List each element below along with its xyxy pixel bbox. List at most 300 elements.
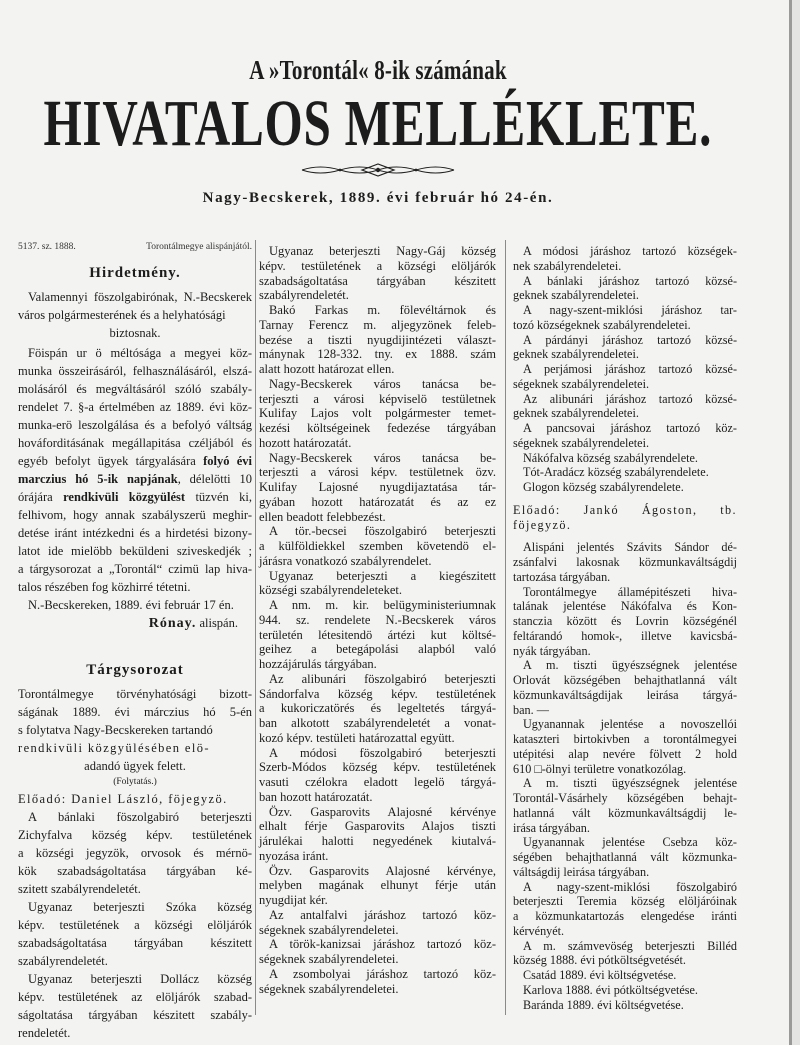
text-segment: ségében behajthatlanná vált közmunka- bbox=[513, 850, 737, 864]
text-segment: munka-erö leszolgálása és a befolyó váltság bbox=[18, 418, 252, 432]
text-block bbox=[513, 585, 737, 659]
text-block bbox=[513, 303, 737, 333]
text-segment: Ugyanaz beterjeszti Dollácz község bbox=[28, 972, 252, 986]
text-segment: melyben magának elhunyt férje után bbox=[259, 878, 496, 893]
text-segment: irása tárgyában. bbox=[513, 820, 590, 835]
text-line bbox=[513, 983, 737, 998]
text-line bbox=[18, 757, 252, 775]
text-line bbox=[513, 570, 737, 585]
text-segment: ségeknek szabályrendeletei. bbox=[259, 922, 399, 937]
text-segment: ban hozott határozatát. bbox=[259, 789, 373, 804]
text-segment: munka összeirásáról, felhasználásáról, elszá- bbox=[18, 364, 252, 378]
text-segment: 944. sz. rendelete N.-Becskerek város bbox=[259, 612, 496, 627]
text-segment: rendelet 7. §-a értelmében az 1889. évi köz- bbox=[18, 400, 252, 414]
text-block bbox=[18, 790, 252, 808]
text-line bbox=[259, 716, 496, 731]
text-segment: geknek szabályrendeletei. bbox=[513, 406, 639, 421]
text-line bbox=[513, 480, 737, 495]
text-segment: latot ide mielöbb beküldeni sziveskedjék ; bbox=[18, 544, 252, 558]
text-segment: A nagy-szent-miklósi föszolgabiró bbox=[523, 879, 737, 894]
text-line bbox=[513, 406, 737, 421]
text-segment: hatlanná vált közmunkaváltságdij le- bbox=[513, 805, 737, 820]
text-line bbox=[259, 303, 496, 318]
text-segment: rendkivüli közgyülést bbox=[63, 490, 186, 504]
text-line bbox=[18, 880, 252, 898]
text-segment: Tót-Aradácz község szabályrendelete. bbox=[523, 465, 709, 480]
text-block bbox=[259, 524, 496, 568]
text-block bbox=[259, 451, 496, 525]
text-line bbox=[513, 747, 737, 762]
text-line bbox=[259, 554, 496, 569]
text-segment: molásáról és megváltásáról szóló szabály- bbox=[18, 382, 252, 396]
text-segment: Nagy-Becskerek város tanácsa be- bbox=[269, 450, 496, 465]
text-line bbox=[18, 542, 252, 560]
text-segment: egyéb befolyt ügyek tárgyalására bbox=[18, 454, 204, 468]
text-line bbox=[259, 849, 496, 864]
text-line bbox=[513, 347, 737, 362]
text-segment: beterjeszti Teremia község elöljáróinak bbox=[513, 894, 737, 909]
text-line bbox=[259, 731, 496, 746]
text-line bbox=[513, 503, 737, 533]
text-segment: Hirdetmény. bbox=[89, 265, 181, 281]
text-line bbox=[513, 806, 737, 821]
text-line bbox=[513, 333, 737, 348]
text-segment: Az alibunári járáshoz tartozó közsé- bbox=[523, 391, 737, 406]
dateline: Nagy-Becskerek, 1889. évi február hó 24-én. bbox=[202, 190, 554, 206]
text-block bbox=[513, 244, 737, 274]
text-line bbox=[18, 721, 252, 739]
column-rule bbox=[255, 240, 256, 1015]
text-segment: A bánlaki járáshoz tartozó közsé- bbox=[523, 273, 737, 288]
text-line bbox=[513, 821, 737, 836]
text-block bbox=[513, 983, 737, 998]
text-line bbox=[18, 862, 252, 880]
text-line bbox=[259, 583, 496, 598]
text-segment: képv. testületének az elöljárók szabad- bbox=[18, 990, 252, 1004]
text-segment: geihez a betegápolási alapból való bbox=[259, 642, 496, 657]
text-line bbox=[259, 465, 496, 480]
text-line bbox=[18, 898, 252, 916]
text-line bbox=[18, 470, 252, 488]
text-line bbox=[259, 613, 496, 628]
text-block bbox=[18, 324, 252, 342]
text-line bbox=[18, 398, 252, 416]
text-block bbox=[513, 451, 737, 466]
text-line bbox=[259, 524, 496, 539]
text-segment: ságoltatása tárgyában készitett szabály- bbox=[18, 1008, 252, 1022]
text-segment: , délelötti 10 bbox=[177, 472, 252, 486]
text-line bbox=[259, 362, 496, 377]
text-segment: Az antalfalvi járáshoz tartozó köz- bbox=[269, 907, 496, 922]
text-block bbox=[513, 540, 737, 584]
text-line bbox=[259, 244, 496, 259]
text-line bbox=[513, 599, 737, 614]
text-segment: 5137. sz. 1888. bbox=[18, 242, 76, 252]
text-line bbox=[513, 688, 737, 703]
text-line bbox=[259, 864, 496, 879]
text-line bbox=[513, 614, 737, 629]
text-block bbox=[18, 614, 252, 633]
text-block bbox=[18, 739, 252, 757]
text-segment: szabadságoltatása tárgyában készitett bbox=[18, 936, 252, 950]
text-segment: szitett szabályrendeletét. bbox=[18, 882, 141, 896]
text-segment: A m. számvevöség beterjeszti Billéd bbox=[523, 938, 737, 953]
text-segment: detése iránt intézkedni és a hirdetési bizony- bbox=[18, 526, 252, 540]
text-line bbox=[259, 760, 496, 775]
text-segment: tüzvén ki, bbox=[185, 490, 252, 504]
text-line bbox=[513, 318, 737, 333]
text-block bbox=[513, 835, 737, 879]
text-line bbox=[18, 416, 252, 434]
text-segment: (Folytatás.) bbox=[113, 777, 157, 787]
text-segment: geknek szabályrendeletei. bbox=[513, 288, 639, 303]
text-block bbox=[513, 392, 737, 422]
column-rule bbox=[505, 240, 506, 1015]
text-line bbox=[259, 451, 496, 466]
text-line bbox=[18, 560, 252, 578]
text-segment: Nákófalva község szabályrendelete. bbox=[523, 450, 698, 465]
text-line bbox=[18, 578, 252, 596]
text-segment: A bánlaki föszolgabiró beterjeszti bbox=[28, 810, 252, 824]
text-line bbox=[513, 377, 737, 392]
text-segment: kezési költségeinek fedezése tárgyában bbox=[259, 421, 496, 435]
text-line bbox=[259, 421, 496, 436]
text-line bbox=[259, 392, 496, 407]
text-line bbox=[513, 421, 737, 436]
text-line bbox=[259, 937, 496, 952]
text-line bbox=[259, 598, 496, 613]
text-segment: képv. testületének a községi elöljárók bbox=[259, 258, 496, 273]
text-line bbox=[146, 238, 252, 256]
text-line bbox=[513, 451, 737, 466]
text-line bbox=[259, 672, 496, 687]
text-line bbox=[18, 380, 252, 398]
text-line bbox=[18, 614, 252, 633]
left-column bbox=[18, 238, 252, 1042]
text-segment: terjeszti a városi képviselö testületnek bbox=[259, 391, 496, 406]
text-line bbox=[513, 673, 737, 688]
text-segment: kök szabadságoltatása tárgyában ké- bbox=[18, 864, 252, 878]
text-block bbox=[259, 244, 496, 303]
text-line bbox=[18, 916, 252, 934]
text-block bbox=[513, 880, 737, 939]
text-block bbox=[513, 503, 737, 533]
text-line bbox=[513, 392, 737, 407]
text-segment: rendeletét. bbox=[18, 1026, 71, 1040]
text-segment: járásra vonatkozó szabályrendelet. bbox=[259, 553, 432, 568]
text-line bbox=[259, 878, 496, 893]
text-segment: képv. testületének a községi elöljárók bbox=[18, 918, 252, 932]
text-line bbox=[513, 939, 737, 954]
text-segment: A tör.-becsei föszolgabiró beterjeszti bbox=[269, 524, 496, 539]
text-segment: mánynak 128-332. tny. ex 1888. szám bbox=[259, 347, 496, 362]
text-segment: ségeknek szabályrendeletei. bbox=[259, 952, 399, 966]
text-segment: ségeknek szabályrendeletei. bbox=[513, 376, 650, 391]
text-segment: a községi jegyzök, orvosok és mérnö- bbox=[18, 846, 252, 860]
text-segment: nyák tárgyában. bbox=[513, 643, 591, 658]
text-line bbox=[259, 539, 496, 554]
text-segment: A módosi föszolgabiró beterjeszti bbox=[269, 745, 496, 760]
text-line bbox=[18, 524, 252, 542]
text-segment: Föispán ur ö méltósága a megyei köz- bbox=[28, 346, 252, 360]
text-block bbox=[18, 288, 252, 324]
text-line bbox=[513, 658, 737, 673]
text-line bbox=[259, 819, 496, 834]
text-line bbox=[259, 834, 496, 849]
text-segment: gyában hozott határozatát és az ez bbox=[259, 494, 496, 509]
text-line bbox=[513, 762, 737, 777]
text-line bbox=[259, 687, 496, 702]
text-line bbox=[18, 775, 252, 790]
text-block bbox=[513, 480, 737, 495]
text-segment: község 1888. évi pótköltségvetését. bbox=[513, 953, 686, 968]
text-block bbox=[259, 746, 496, 805]
text-block bbox=[259, 805, 496, 864]
text-segment: Özv. Gasparovits Alajosné kérvénye, bbox=[269, 863, 496, 878]
text-segment: Előadó: Jankó Ágoston, tb. föjegyzö. bbox=[513, 502, 737, 532]
text-segment: utépitési alap nevére fölvett 2 hold bbox=[513, 746, 737, 761]
text-segment: alispán. bbox=[196, 616, 238, 630]
text-line bbox=[259, 628, 496, 643]
text-segment: 610 □-ölnyi területre vonatkozólag. bbox=[513, 761, 687, 776]
text-segment: adandó ügyek felett. bbox=[84, 759, 186, 773]
text-segment: A módosi járáshoz tartozó községek- bbox=[523, 244, 737, 258]
text-line bbox=[513, 835, 737, 850]
text-block bbox=[513, 998, 737, 1013]
text-segment: Ugyanannak jelentése a novoszellói bbox=[523, 717, 737, 732]
text-segment: alatt hozott határozat ellen. bbox=[259, 362, 395, 376]
text-segment: a külföldiekkel szemben követendö el- bbox=[259, 539, 496, 553]
text-line bbox=[18, 988, 252, 1006]
text-segment: elhalt férje Gasparovits Alajos tiszti bbox=[259, 819, 496, 834]
text-line bbox=[18, 844, 252, 862]
text-segment: ellen beadott felebbezést. bbox=[259, 509, 386, 524]
text-block bbox=[18, 808, 252, 898]
section-heading bbox=[18, 661, 252, 679]
text-line bbox=[513, 894, 737, 909]
text-line bbox=[259, 480, 496, 495]
text-segment: feltárandó homok-, illetve kavicsbá- bbox=[513, 628, 737, 643]
text-segment: járulékai halotti negyedének kiutalvá- bbox=[259, 834, 496, 848]
text-line bbox=[259, 274, 496, 289]
text-line bbox=[18, 952, 252, 970]
text-segment: tartozása tárgyában. bbox=[513, 569, 611, 584]
text-line bbox=[259, 746, 496, 761]
text-block bbox=[513, 776, 737, 835]
text-block bbox=[259, 937, 496, 967]
text-segment: szabályrendeletét. bbox=[259, 288, 349, 303]
text-line bbox=[259, 701, 496, 716]
text-block bbox=[259, 377, 496, 451]
text-segment: Szerb-Módos község képv. testületének bbox=[259, 760, 496, 775]
text-line bbox=[18, 362, 252, 380]
text-segment: szabályrendeletét. bbox=[18, 954, 108, 968]
text-line bbox=[513, 362, 737, 377]
text-line bbox=[513, 244, 737, 259]
text-line bbox=[259, 805, 496, 820]
text-segment: kozó képv. testületi határozattal együtt. bbox=[259, 730, 455, 745]
text-line bbox=[513, 909, 737, 924]
text-block bbox=[18, 685, 252, 739]
text-segment: ségeknek szabályrendeletei. bbox=[513, 435, 650, 450]
text-line bbox=[18, 790, 252, 808]
text-line bbox=[259, 510, 496, 525]
text-line bbox=[259, 775, 496, 790]
right-column bbox=[513, 244, 737, 1012]
text-segment: a kukoriczatörés és legeltetés tárgyá- bbox=[259, 701, 496, 716]
text-segment: a tárgysorozat a „Torontál“ czimü lap hiva- bbox=[18, 562, 252, 576]
text-line bbox=[513, 274, 737, 289]
text-block bbox=[513, 333, 737, 363]
text-segment: Karlova 1888. évi pótköltségvetése. bbox=[523, 982, 698, 997]
text-line bbox=[18, 238, 76, 256]
text-segment: Torontálmegye alispánjától. bbox=[146, 242, 252, 252]
text-segment: Orlovát községében behajthatlanná vált bbox=[513, 673, 737, 687]
text-segment: terjeszti a városi képv. testületnek özv. bbox=[259, 465, 496, 480]
text-line bbox=[18, 685, 252, 703]
text-segment: A m. tiszti ügyészségnek jelentése bbox=[523, 658, 737, 673]
text-block bbox=[513, 717, 737, 776]
text-line bbox=[513, 998, 737, 1013]
text-segment: A perjámosi járáshoz tartozó közsé- bbox=[523, 362, 737, 376]
text-segment: ban alkotott szabályrendeletét a vonat- bbox=[259, 716, 496, 730]
text-block bbox=[513, 939, 737, 969]
text-segment: Özv. Gasparovits Alajosné kérvénye bbox=[269, 804, 496, 819]
text-line bbox=[259, 318, 496, 333]
text-line bbox=[259, 288, 496, 303]
text-segment: Ugyanannak jelentése Csebza köz- bbox=[523, 835, 737, 850]
text-line bbox=[513, 717, 737, 732]
text-segment: biztosnak. bbox=[109, 326, 161, 340]
text-line bbox=[513, 865, 737, 880]
text-segment: marczius hó 5-ik napjának bbox=[18, 472, 178, 486]
text-line bbox=[18, 306, 252, 324]
text-block bbox=[18, 757, 252, 775]
text-line bbox=[259, 657, 496, 672]
text-segment: kérvényét. bbox=[513, 923, 565, 938]
text-line bbox=[18, 739, 252, 757]
text-segment: bezése a tiszti nyugdijintézeti választ- bbox=[259, 332, 496, 347]
text-block bbox=[18, 970, 252, 1042]
text-block bbox=[513, 968, 737, 983]
text-block bbox=[259, 569, 496, 599]
section-heading bbox=[18, 264, 252, 282]
text-segment: N.-Becskereken, 1889. évi február 17 én. bbox=[28, 598, 234, 612]
text-segment: hozott határozatát. bbox=[259, 435, 352, 450]
text-segment: A párdányi járáshoz tartozó közsé- bbox=[523, 332, 737, 347]
text-segment: A zsombolyai járáshoz tartozó köz- bbox=[269, 966, 496, 981]
text-line bbox=[18, 488, 252, 506]
text-line bbox=[259, 495, 496, 510]
text-block bbox=[18, 898, 252, 970]
text-line bbox=[18, 826, 252, 844]
kicker-text: A »Torontál« 8-ik számának bbox=[249, 55, 507, 85]
text-segment: hozzájárulás tárgyában. bbox=[259, 657, 377, 671]
text-segment: Glogon község szabályrendelete. bbox=[523, 480, 684, 494]
masthead-title bbox=[0, 88, 800, 160]
text-line bbox=[259, 982, 496, 997]
text-line bbox=[259, 893, 496, 908]
text-block bbox=[513, 274, 737, 304]
text-line bbox=[259, 347, 496, 362]
text-block bbox=[259, 598, 496, 672]
text-line bbox=[513, 850, 737, 865]
text-line bbox=[513, 629, 737, 644]
text-segment: Rónay. bbox=[148, 616, 197, 631]
text-line bbox=[513, 953, 737, 968]
text-line bbox=[513, 303, 737, 318]
text-segment: Alispáni jelentés Szávits Sándor dé- bbox=[523, 540, 737, 555]
text-block bbox=[513, 658, 737, 717]
text-block bbox=[259, 908, 496, 938]
text-segment: nyugdijat kér. bbox=[259, 893, 328, 907]
text-line bbox=[513, 644, 737, 659]
text-line bbox=[18, 434, 252, 452]
text-segment: vasuti czélokra eladott legelö tárgyá- bbox=[259, 775, 496, 789]
ornament-divider-icon bbox=[300, 162, 456, 178]
text-segment: A török-kanizsai járáshoz tartozó köz- bbox=[269, 937, 496, 952]
text-block bbox=[259, 303, 496, 377]
text-segment: A nm. m. kir. belügyministeriumnak bbox=[269, 598, 496, 612]
text-segment: folyó évi bbox=[203, 454, 252, 468]
text-segment: községi szabályrendeleteket. bbox=[259, 583, 402, 598]
middle-column bbox=[259, 244, 496, 996]
text-segment: A m. tiszti ügyészségnek jelentése bbox=[523, 776, 737, 791]
text-line bbox=[18, 596, 252, 614]
text-line bbox=[513, 585, 737, 600]
title-text: HIVATALOS MELLÉKLETE. bbox=[43, 87, 713, 160]
text-segment: Nagy-Becskerek város tanácsa be- bbox=[269, 376, 496, 391]
text-segment: ségeknek szabályrendeletei. bbox=[259, 981, 399, 996]
text-segment: hováforditásának megállapitása czéljából és bbox=[18, 436, 252, 450]
text-line bbox=[513, 732, 737, 747]
text-segment: váltságdij leirása tárgyában. bbox=[513, 864, 650, 879]
text-line bbox=[259, 790, 496, 805]
text-segment: s folytatva Nagy-Becskereken tartandó bbox=[18, 723, 213, 737]
text-line bbox=[259, 923, 496, 938]
text-line bbox=[18, 661, 252, 679]
text-block bbox=[513, 465, 737, 480]
text-segment: geknek szabályrendeletei. bbox=[513, 347, 639, 362]
text-line bbox=[513, 924, 737, 939]
notice-header bbox=[18, 238, 252, 256]
text-line bbox=[259, 908, 496, 923]
text-segment: nyozása iránt. bbox=[259, 848, 329, 863]
text-segment: Valamennyi föszolgabirónak, N.-Becskerek bbox=[28, 290, 252, 304]
text-block bbox=[18, 596, 252, 614]
text-line bbox=[18, 703, 252, 721]
text-line bbox=[259, 569, 496, 584]
text-segment: rendkivüli közgyülésében elö- bbox=[18, 741, 210, 755]
text-segment: zsánfalvi lakosnak közmunkaváltságdij bbox=[513, 555, 737, 569]
text-segment: A pancsovai járáshoz tartozó köz- bbox=[523, 421, 737, 435]
text-segment: Kulifay Lajos volt polgármester temet- bbox=[259, 406, 496, 421]
text-line bbox=[18, 288, 252, 306]
text-line bbox=[513, 776, 737, 791]
text-segment: szabadságoltatása tárgyában készitett bbox=[259, 273, 496, 288]
text-segment: Előadó: Daniel László, föjegyzö. bbox=[18, 792, 228, 806]
text-segment: ban. — bbox=[513, 702, 549, 717]
text-segment: felhivom, hogy annak szabályszerü meghir- bbox=[18, 508, 252, 522]
text-segment: Sándorfalva község képv. testületének bbox=[259, 686, 496, 701]
text-line bbox=[513, 288, 737, 303]
text-segment: talának jelentése Nákófalva és Kon- bbox=[513, 599, 737, 614]
text-segment: Tarnay Ferencz m. aljegyzönek feleb- bbox=[259, 317, 496, 332]
text-segment: Torontálmegye törvényhatósági bizott- bbox=[18, 687, 252, 701]
text-segment: stanczia között és Lovrin községénél bbox=[513, 614, 737, 628]
text-line bbox=[513, 465, 737, 480]
text-line bbox=[18, 970, 252, 988]
